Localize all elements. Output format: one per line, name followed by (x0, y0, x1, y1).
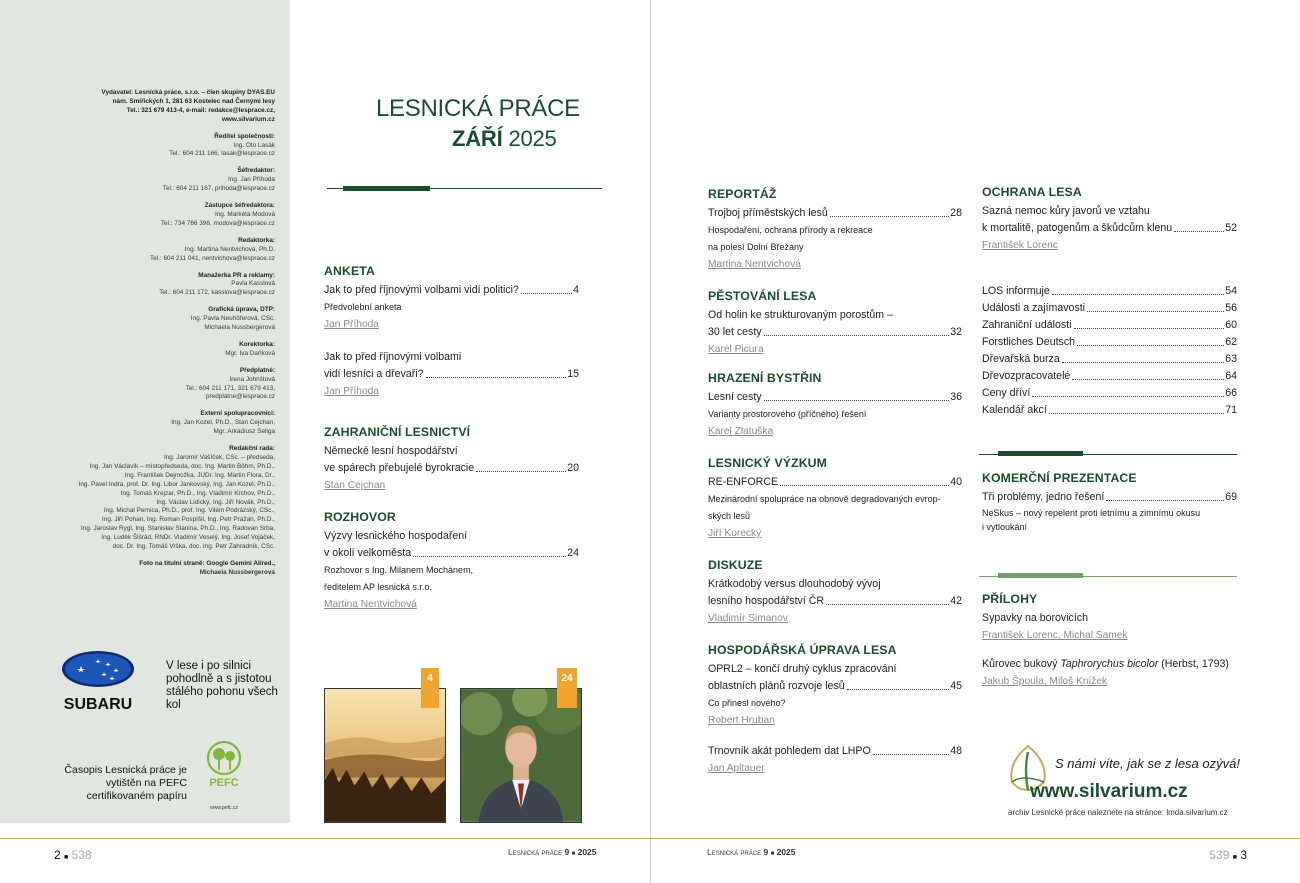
toc-page-number[interactable]: 66 (1225, 387, 1237, 399)
toc-entry-title[interactable]: Události a zajímavosti (982, 302, 1086, 314)
imprint-sidebar (0, 0, 290, 823)
toc-subtitle: i vytloukání (982, 522, 1028, 532)
toc-list-item (982, 300, 1237, 317)
imprint-line: Irena Johnštová (229, 375, 275, 383)
publisher-address: nám. Smiřických 1, 281 63 Kostelec nad Černými lesy (112, 97, 275, 105)
toc-entry-title[interactable]: 30 let cesty (708, 326, 762, 338)
section-heading: HOSPODÁŘSKÁ ÚPRAVA LESA (708, 643, 897, 657)
toc-subtitle: ských lesů (708, 511, 751, 521)
toc-author: František Lorenc (982, 240, 1058, 251)
species-author[interactable]: (Herbst, 1793) (1158, 658, 1229, 670)
toc-page-number[interactable]: 20 (567, 462, 579, 474)
toc-entry-title[interactable]: Ceny dříví (982, 387, 1031, 399)
toc-page-number[interactable]: 48 (950, 745, 962, 757)
imprint-groups (5, 133, 275, 578)
toc-page-number[interactable]: 60 (1225, 319, 1237, 331)
toc-page-number[interactable]: 42 (950, 595, 962, 607)
toc-author: František Lorenc, Michal Samek (982, 630, 1128, 641)
toc-entry-title[interactable]: Německé lesní hospodářství (324, 445, 458, 457)
section-heading: REPORTÁŽ (708, 187, 777, 201)
spacer (708, 729, 962, 743)
toc-entry-title[interactable]: Jak to před říjnovými volbami vidí politici? (324, 284, 519, 296)
toc-subtitle: Varianty prostorového (příčného) řešení (708, 409, 867, 419)
toc-entry-line (708, 678, 962, 695)
publisher-line: Vydavatel: Lesnická práce, s.r.o. – člen skupiny DYAS.EU (101, 89, 275, 96)
toc-author: Karel Zlatuška (708, 426, 774, 437)
leader-dots (826, 604, 949, 605)
subaru-slogan: V lese i po silnici pohodlně a s jistotou stálého pohonu všech kol (166, 660, 278, 711)
imprint-role (5, 341, 275, 350)
spacer (324, 333, 579, 349)
imprint-line: predplatne@lesprace.cz (205, 393, 275, 401)
imprint-role-label: Foto na titulní straně: Google Gemini AI/red., (139, 559, 275, 567)
leader-dots (426, 377, 567, 378)
toc-entry-title[interactable]: RE-ENFORCE (708, 476, 779, 488)
section-heading: ROZHOVOR (324, 510, 396, 524)
issue-year: 2025 (577, 847, 597, 857)
section-heading: PĚSTOVÁNÍ LESA (708, 289, 817, 303)
toc-subtitle: Předvolební anketa (324, 302, 402, 312)
toc-section (324, 425, 579, 494)
toc-entry-line (708, 743, 962, 760)
toc-subtitle: Mezinárodní spolupráce na obnově degradovaných evrop- (708, 494, 941, 504)
section-heading: ANKETA (324, 264, 375, 278)
imprint-line: Mgr. Iva Daňková (225, 349, 275, 357)
toc-entry-title[interactable]: Dřevozpracovatelé (982, 370, 1071, 382)
imprint-line: Ing. Markéta Modová (214, 210, 275, 218)
toc-entry-title[interactable]: lesního hospodářství ČR (708, 595, 825, 607)
leader-dots (1087, 311, 1224, 312)
imprint-group (5, 341, 275, 359)
page-number: 2 (54, 848, 61, 862)
imprint-block (5, 89, 275, 586)
toc-entry-line (324, 528, 579, 545)
toc-entry-line (324, 366, 579, 383)
running-footer-left: Lesnická práce 9 ■ 2025 (508, 847, 597, 857)
toc-author: Karel Picura (708, 344, 764, 355)
imprint-role (5, 367, 275, 376)
imprint-line: Ing. Jan Příhoda (228, 176, 275, 184)
magazine-name: Lesnická práce (707, 847, 762, 857)
pefc-logo (202, 738, 248, 812)
toc-entry-title[interactable]: Dřevařská burza (982, 353, 1060, 365)
leader-dots (830, 216, 949, 217)
imprint-group (5, 133, 275, 160)
imprint-line: Ing. Jan Kozel, Ph.D., Stan Cejchan, (171, 419, 275, 427)
toc-entry-title[interactable]: Trojboj příměstských lesů (708, 207, 828, 219)
toc-entry-line (708, 593, 962, 610)
toc-page-number[interactable]: 52 (1225, 222, 1237, 234)
magazine-name: Lesnická práce (508, 847, 563, 857)
toc-entry-title[interactable]: Zahraniční události (982, 319, 1072, 331)
toc-page-number[interactable]: 45 (950, 680, 962, 692)
toc-subtitle: Rozhovor s Ing. Milanem Mochánem, (324, 565, 474, 575)
imprint-line: Pavla Kasslová (231, 280, 275, 288)
title-rule-accent (343, 186, 430, 191)
imprint-role-label: Redakční rada: (229, 445, 275, 453)
imprint-line: Tel.: 604 211 172, kasslova@lesprace.cz (159, 289, 275, 297)
leader-dots (1062, 362, 1224, 363)
publisher-web: www.silvarium.cz (221, 115, 275, 123)
section-heading: KOMERČNÍ PREZENTACE (982, 471, 1137, 485)
imprint-role (5, 445, 275, 454)
imprint-role (5, 237, 275, 246)
imprint-group (5, 560, 275, 578)
toc-section (708, 187, 962, 273)
leader-dots (1072, 379, 1224, 380)
toc-subtitle: Hospodaření, ochrana přírody a rekreace (708, 225, 873, 235)
issue-year: 2025 (508, 126, 557, 151)
toc-page-number[interactable]: 24 (567, 547, 579, 559)
section-heading: LESNICKÝ VÝZKUM (708, 456, 828, 470)
toc-section (982, 471, 1237, 534)
imprint-line: Tel.: 604 211 041, nentvichova@lesprace.cz (149, 254, 275, 262)
imprint-role-label: Zástupce šéfredaktora: (204, 202, 275, 210)
imprint-role (5, 306, 275, 315)
toc-entry-title[interactable]: Kalendář akcí (982, 404, 1047, 416)
imprint-line: Tel.: 604 211 171, 321 679 413, (185, 384, 275, 392)
toc-entry-title[interactable]: ve spárech přebujelé byrokracie (324, 462, 475, 474)
imprint-line: Ing. Pavel Indra, prof. Dr. Ing. Libor Jankovský, Ing. Jan Kozel, Ph.D., (78, 480, 275, 488)
toc-entry-title[interactable]: Trnovník akát pohledem dat LHPO (708, 745, 871, 757)
leader-dots (1074, 328, 1225, 329)
toc-list-item (982, 351, 1237, 368)
toc-list-item (982, 283, 1237, 300)
page-fold (650, 0, 651, 883)
toc-entry-title[interactable]: v okolí velkoměsta (324, 547, 412, 559)
toc-entry-line (324, 545, 579, 562)
section-heading: ZAHRANIČNÍ LESNICTVÍ (324, 425, 471, 439)
imprint-line: Ing. Luděk Šišrád, RNDr. Vladimír Veselý, Ing. Josef Vojáček, (101, 534, 275, 542)
imprint-role-label: Šéfredaktor: (237, 167, 275, 175)
imprint-role-label: Externí spolupracovníci: (200, 410, 275, 418)
imprint-group (5, 367, 275, 403)
toc-list-item (982, 385, 1237, 402)
section-heading: PŘÍLOHY (982, 592, 1038, 606)
toc-author: Robert Hruban (708, 715, 775, 726)
imprint-line: Ing. František Dejmožka, JUDr. Ing. Martin Flora, Dr., (124, 471, 275, 479)
photo-page-tag: 24 (557, 668, 577, 708)
toc-entry-line (708, 389, 962, 406)
toc-section (708, 558, 962, 627)
leader-dots (1052, 294, 1224, 295)
toc-page-number[interactable]: 71 (1225, 404, 1237, 416)
toc-page-number[interactable]: 28 (950, 207, 962, 219)
toc-section (982, 185, 1237, 254)
imprint-line: Ing. Václav Lidický, Ing. Jiří Novák, Ph.D., (156, 498, 275, 506)
toc-section-prilohy (982, 592, 1237, 690)
toc-section (708, 371, 962, 440)
issue-number: 9 (763, 847, 769, 857)
toc-entry-title[interactable]: Výzvy lesnického hospodaření (324, 530, 468, 542)
imprint-line: Ing. Tomáš Krejzar, Ph.D., Ing. Vladimír Krchov, Ph.D., (120, 489, 275, 497)
leader-dots (764, 335, 950, 336)
publisher-contact: Tel.: 321 679 413-4, e-mail: redakce@lesprace.cz, (126, 106, 275, 114)
photo-forest-landscape (324, 688, 446, 823)
toc-subtitle: Co přinesl nového? (708, 698, 786, 708)
imprint-role-label: Předplatné: (239, 366, 275, 374)
toc-list-item (982, 368, 1237, 385)
toc-section (324, 510, 579, 613)
imprint-role-label: Grafická úprava, DTP: (208, 306, 275, 314)
subaru-logo (48, 650, 148, 712)
toc-page-number[interactable]: 56 (1225, 302, 1237, 314)
toc-entry-line (708, 324, 962, 341)
section-heading: HRAZENÍ BYSTŘIN (708, 371, 822, 385)
toc-entry-line (324, 460, 579, 477)
toc-entry-line (708, 205, 962, 222)
page-total: 539 (1209, 848, 1230, 862)
toc-entry-line (324, 443, 579, 460)
imprint-role-label: Redaktorka: (238, 236, 275, 244)
toc-author: Jan Příhoda (324, 386, 379, 397)
imprint-line: Ing. Martina Nentvichová, Ph.D. (184, 245, 275, 253)
toc-page-number[interactable]: 4 (573, 284, 579, 296)
toc-section (324, 264, 579, 400)
toc-author: Martina Nentvichová (324, 599, 417, 610)
publisher-info (5, 89, 275, 125)
imprint-line: Tel.: 734 766 396, modova@lesprace.cz (160, 219, 275, 227)
toc-entry-title[interactable]: Kůrovec bukový (982, 658, 1061, 670)
page-number-right: 539 ■ 3 (1209, 848, 1247, 862)
imprint-role (5, 167, 275, 176)
imprint-group (5, 306, 275, 333)
toc-author: Vladimír Simanov (708, 613, 788, 624)
imprint-group (5, 445, 275, 552)
pefc-url: www.pefc.cz (210, 805, 238, 811)
toc-entry-line (708, 661, 962, 678)
toc-entry-title[interactable]: Krátkodobý versus dlouhodobý vývoj (708, 578, 881, 590)
imprint-role-label: Ředitel společnosti: (214, 132, 275, 140)
toc-section (708, 289, 962, 358)
toc-entry-title[interactable]: Tři problémy, jedno řešení (982, 491, 1105, 503)
toc-entry-title[interactable]: LOS informuje (982, 285, 1050, 297)
archive-note: archiv Lesnické práce naleznete na stránce: lmda.silvarium.cz (1008, 808, 1228, 817)
silvarium-link[interactable]: www.silvarium.cz (1030, 781, 1188, 802)
leader-dots (847, 689, 950, 690)
leader-dots (873, 754, 949, 755)
imprint-line: Tel.: 604 211 167, prihoda@lesprace.cz (162, 185, 275, 193)
silvarium-slogan: S námi víte, jak se z lesa ozývá! (1055, 756, 1240, 771)
toc-subtitle: ředitelem AP lesnická s.r.o. (324, 582, 432, 592)
imprint-line: Michaela Nussbergerová (199, 568, 275, 576)
toc-entry-title[interactable]: k mortalitě, patogenům a škůdcům klenu (982, 222, 1173, 234)
magazine-title: LESNICKÁ PRÁCE (376, 95, 580, 122)
toc-section (708, 456, 962, 542)
section-heading: DISKUZE (708, 558, 763, 572)
subaru-wordmark: SUBARU (63, 696, 133, 712)
toc-page-number[interactable]: 63 (1225, 353, 1237, 365)
toc-author: Jiří Korecký (708, 528, 762, 539)
imprint-role-label: Korektorka: (239, 340, 275, 348)
toc-entry-title[interactable]: Lesní cesty (708, 391, 762, 403)
imprint-group (5, 410, 275, 437)
imprint-group (5, 272, 275, 299)
imprint-role (5, 560, 275, 569)
toc-entry-title[interactable]: Sypavky na borovicích (982, 612, 1088, 624)
imprint-group (5, 202, 275, 229)
toc-entry-title[interactable]: Jak to před říjnovými volbami (324, 351, 462, 363)
toc-entry-title[interactable]: oblastních plánů rozvoje lesů (708, 680, 845, 692)
divider-accent (998, 451, 1083, 456)
imprint-role (5, 133, 275, 142)
leader-dots (1077, 345, 1224, 346)
imprint-line: Ing. Michal Pernica, Ph.D., prof. Ing. Vilém Podrázský, CSc., (103, 507, 275, 515)
leader-dots (780, 485, 949, 486)
toc-page-number[interactable]: 64 (1225, 370, 1237, 382)
toc-entry-title[interactable]: OPRL2 – končí druhý cyklus zpracování (708, 663, 897, 675)
issue-title (452, 126, 557, 152)
toc-page-number[interactable]: 54 (1225, 285, 1237, 297)
toc-page-number[interactable]: 62 (1225, 336, 1237, 348)
toc-entry-line (708, 307, 962, 324)
toc-page-number[interactable]: 69 (1225, 491, 1237, 503)
issue-month: ZÁŘÍ (452, 126, 503, 151)
imprint-line: Ing. Oto Lasák (233, 141, 275, 149)
toc-author: Jan Apltauer (708, 763, 765, 774)
imprint-role-label: Manažerka PR a reklamy: (198, 271, 275, 279)
imprint-line: Ing. Jaroslav Rygl, Ing. Stanislav Slanina, Ph.D., Ing. Radovan Srba, (81, 525, 275, 533)
imprint-role (5, 202, 275, 211)
photo-page-tag: 4 (421, 668, 439, 708)
toc-author: Stan Cejchan (324, 480, 386, 491)
imprint-role (5, 272, 275, 281)
imprint-line: Ing. Pavla Neuhöferová, CSc. (190, 315, 275, 323)
toc-entry-title[interactable]: vidí lesníci a dřevaři? (324, 368, 424, 380)
toc-misc-list (982, 283, 1237, 419)
toc-entry-line (324, 349, 579, 366)
species-name[interactable]: Taphrorychus bicolor (1060, 658, 1159, 670)
imprint-group (5, 167, 275, 194)
toc-entry-title[interactable]: Od holin ke strukturovaným porostům – (708, 309, 893, 321)
toc-page-number[interactable]: 36 (950, 391, 962, 403)
imprint-group (5, 237, 275, 264)
leader-dots (1049, 413, 1224, 414)
toc-section (708, 643, 962, 777)
issue-number: 9 (564, 847, 570, 857)
divider-accent (998, 573, 1083, 578)
toc-entry-title[interactable]: Sazná nemoc kůry javorů ve vztahu (982, 205, 1150, 217)
imprint-line: Ing. Jiří Pohan, Ing. Roman Pospíšil, Ing. Petr Pražan, Ph.D., (102, 516, 275, 524)
imprint-line: doc. Dr. Ing. Tomáš Vrška, doc. Ing. Petr Zahradník, CSc. (112, 543, 275, 551)
footer-rule (0, 838, 1300, 839)
section-heading: OCHRANA LESA (982, 185, 1082, 199)
toc-subtitle: na polesí Dolní Břežany (708, 242, 804, 252)
toc-author: Martina Nentvichová (708, 259, 801, 270)
page-total: 538 (71, 848, 92, 862)
toc-entry-title[interactable]: Forstliches Deutsch (982, 336, 1076, 348)
imprint-line: Mgr. Arkadiusz Seliga (213, 428, 275, 436)
leader-dots (521, 293, 572, 294)
toc-entry-line (324, 282, 579, 299)
imprint-line: Tel.: 604 211 166, lasak@lesprace.cz (169, 150, 275, 158)
toc-list-item (982, 402, 1237, 419)
leader-dots (1032, 396, 1224, 397)
photo-interview-portrait (460, 688, 582, 823)
imprint-role (5, 410, 275, 419)
toc-entry-line (708, 576, 962, 593)
toc-page-number[interactable]: 40 (950, 476, 962, 488)
imprint-line: Ing. Jan Václavík – místopředseda, doc. Ing. Martin Böhm, Ph.D., (89, 462, 275, 470)
toc-author: Jakub Špoula, Miloš Knížek (982, 676, 1108, 687)
pefc-wordmark: PEFC (209, 777, 239, 789)
page-number: 3 (1240, 848, 1247, 862)
imprint-line: Michaela Nussbergerová (204, 324, 275, 332)
pefc-note: Časopis Lesnická práce je vytištěn na PEFC certifikovaném papíru (64, 764, 187, 802)
toc-entry-line (708, 474, 962, 491)
toc-page-number[interactable]: 15 (567, 368, 579, 380)
leader-dots (476, 471, 566, 472)
running-footer-right: Lesnická práce 9 ■ 2025 (707, 847, 796, 857)
toc-author: Jan Příhoda (324, 319, 379, 330)
toc-list-item (982, 334, 1237, 351)
leader-dots (764, 400, 950, 401)
toc-list-item (982, 317, 1237, 334)
imprint-line: Ing. Jaromír Vašíček, CSc. – předseda, (163, 454, 275, 461)
toc-subtitle: NeSkus – nový repelent proti letnímu a zimnímu okusu (982, 508, 1201, 518)
page-number-left: 2 ■ 538 (54, 848, 92, 862)
issue-year: 2025 (776, 847, 796, 857)
leader-dots (413, 556, 566, 557)
toc-page-number[interactable]: 32 (950, 326, 962, 338)
